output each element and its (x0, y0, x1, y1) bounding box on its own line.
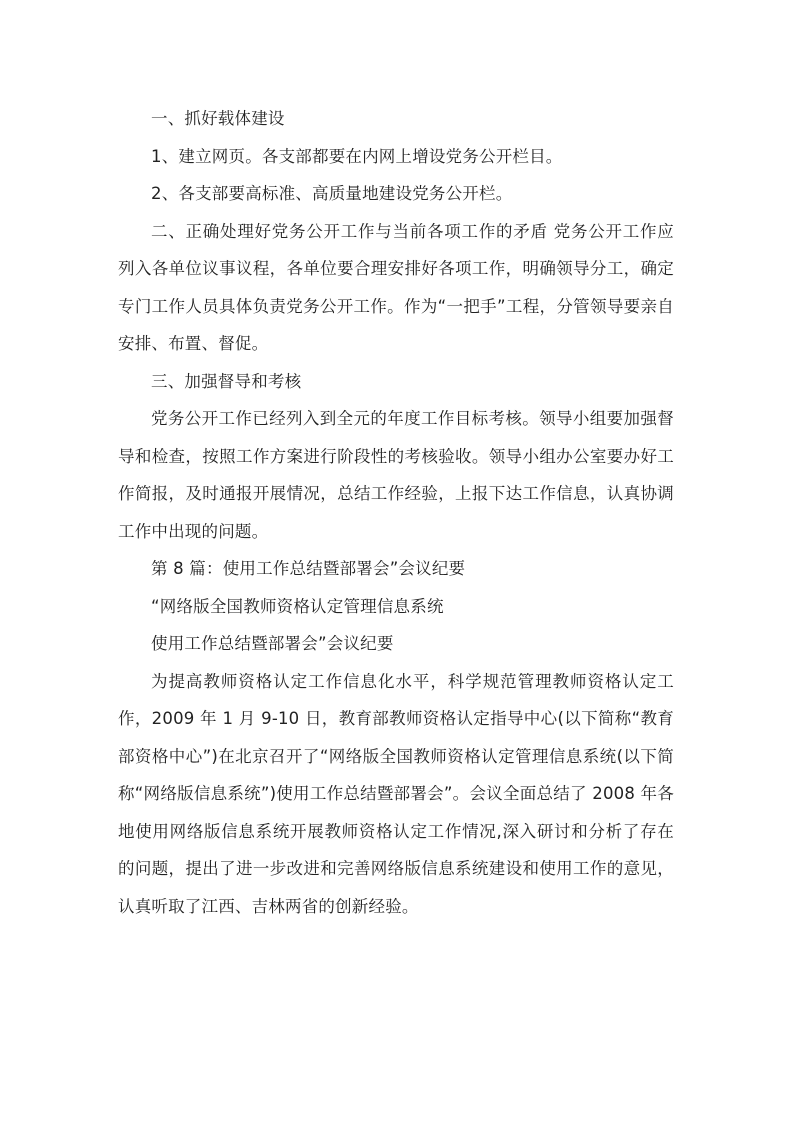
paragraph-assessment: 党务公开工作已经列入到全元的年度工作目标考核。领导小组要加强督导和检查，按照工作方案进行阶段性的考核验收。领导小组办公室要办好工作简报，及时通报开展情况，总结工作经验，上报下达工作信息，认真协调工作中出现的问题。 (118, 409, 674, 541)
section-heading-carrier: 一、抓好载体建设 (151, 109, 285, 128)
article-subtitle-line1: “网络版全国教师资格认定管理信息系统 (151, 596, 444, 616)
article-subtitle-line2: 使用工作总结暨部署会”会议纪要 (151, 634, 394, 653)
paragraph-meeting-summary: 为提高教师资格认定工作信息化水平，科学规范管理教师资格认定工作，2009 年 1 月 9-10 日，教育部教师资格认定指导中心(以下简称“教育部资格中心”)在北京召开了“网络版全国教师资格认定管理信息系统(以下简称“网络版信息系统”)使用工作总结暨部署会”。会议全面总结了 2008 年各地使用网络版信息系统开展教师资格认定工作情况,深入研讨和分析了存在的问题，提出了进一步改进和完善网络版信息系统建设和使用工作的意见，认真听取了江西、吉林两省的创新经验。 (118, 671, 674, 916)
paragraph-bulletin-board: 2、各支部要高标准、高质量地建设党务公开栏。 (151, 184, 513, 203)
document-body (118, 100, 674, 925)
paragraph-handle-conflicts: 二、正确处理好党务公开工作与当前各项工作的矛盾 党务公开工作应列入各单位议事议程，各单位要合理安排好各项工作，明确领导分工，确定专门工作人员具体负责党务公开工作。作为“一把手”工程，分管领导要亲自安排、布置、督促。 (118, 221, 674, 353)
article-title: 第 8 篇：使用工作总结暨部署会”会议纪要 (151, 559, 466, 578)
paragraph-webpage: 1、建立网页。各支部都要在内网上增设党务公开栏目。 (151, 146, 563, 166)
section-heading-supervision: 三、加强督导和考核 (151, 371, 302, 391)
